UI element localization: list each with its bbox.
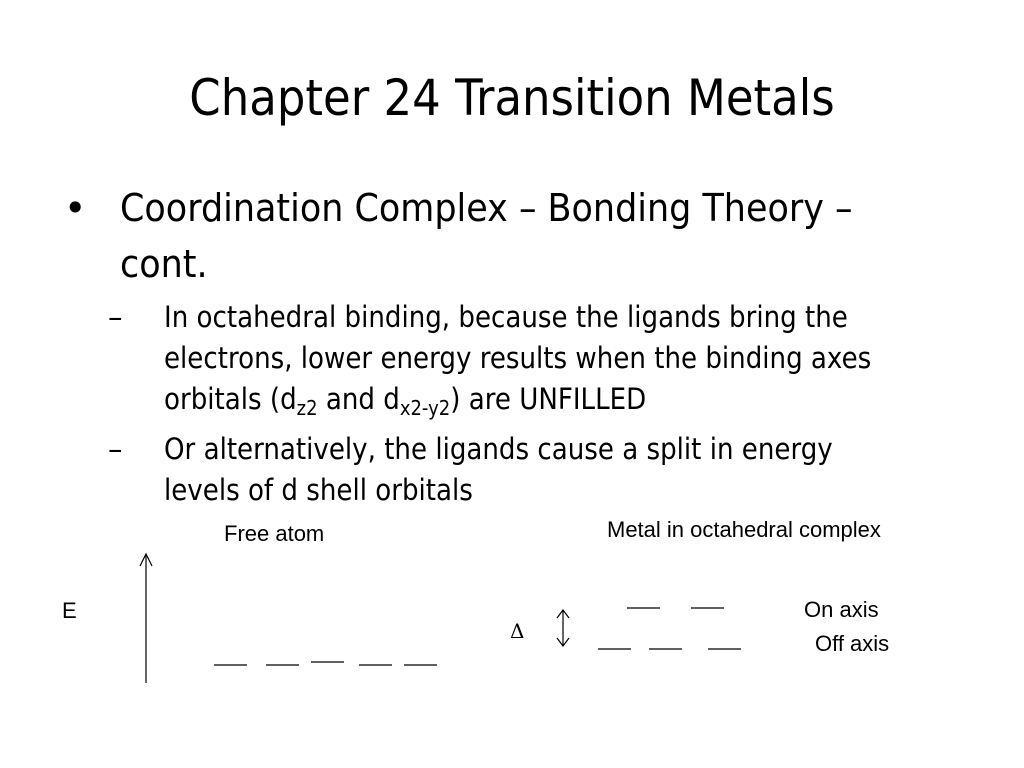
energy-label: E <box>62 598 77 623</box>
sub-bullet-line-1: In octahedral binding, because the ligands bring the <box>164 300 848 334</box>
orbital-text-mid: and d <box>317 382 400 416</box>
free-atom-label: Free atom <box>224 521 325 546</box>
complex-label: Metal in octahedral complex <box>607 517 881 542</box>
main-bullet-text <box>120 180 920 292</box>
orbital-text-post: ) are UNFILLED <box>450 382 647 416</box>
slide-title: Chapter 24 Transition Metals <box>189 69 835 127</box>
main-bullet-line-1: Coordination Complex – Bonding Theory – <box>120 186 853 230</box>
sub-bullet-octahedral-text <box>164 297 920 420</box>
orbital-subscript-z2: z2 <box>296 396 318 420</box>
sub-bullet-alternative-text <box>164 429 920 511</box>
orbital-subscript-x2y2: x2-y2 <box>399 396 451 420</box>
bullet-marker: • <box>64 186 87 230</box>
delta-double-arrow-icon <box>557 610 569 646</box>
sub-bullet-line-1: Or alternatively, the ligands cause a split in energy <box>164 432 833 466</box>
off-axis-label: Off axis <box>815 631 890 656</box>
delta-label: Δ <box>510 619 525 643</box>
main-bullet-line-2: cont. <box>120 242 208 286</box>
sub-bullet-line-3 <box>164 379 920 420</box>
on-axis-label: On axis <box>804 597 879 622</box>
sub-bullet-marker: – <box>108 432 123 466</box>
energy-axis-arrow <box>140 554 152 683</box>
free-atom-levels <box>214 662 437 665</box>
sub-bullet-marker: – <box>108 300 123 334</box>
sub-bullet-line-2: levels of d shell orbitals <box>164 473 473 507</box>
orbital-text-pre: orbitals (d <box>164 382 297 416</box>
sub-bullet-line-2: electrons, lower energy results when the binding axes <box>164 341 872 375</box>
